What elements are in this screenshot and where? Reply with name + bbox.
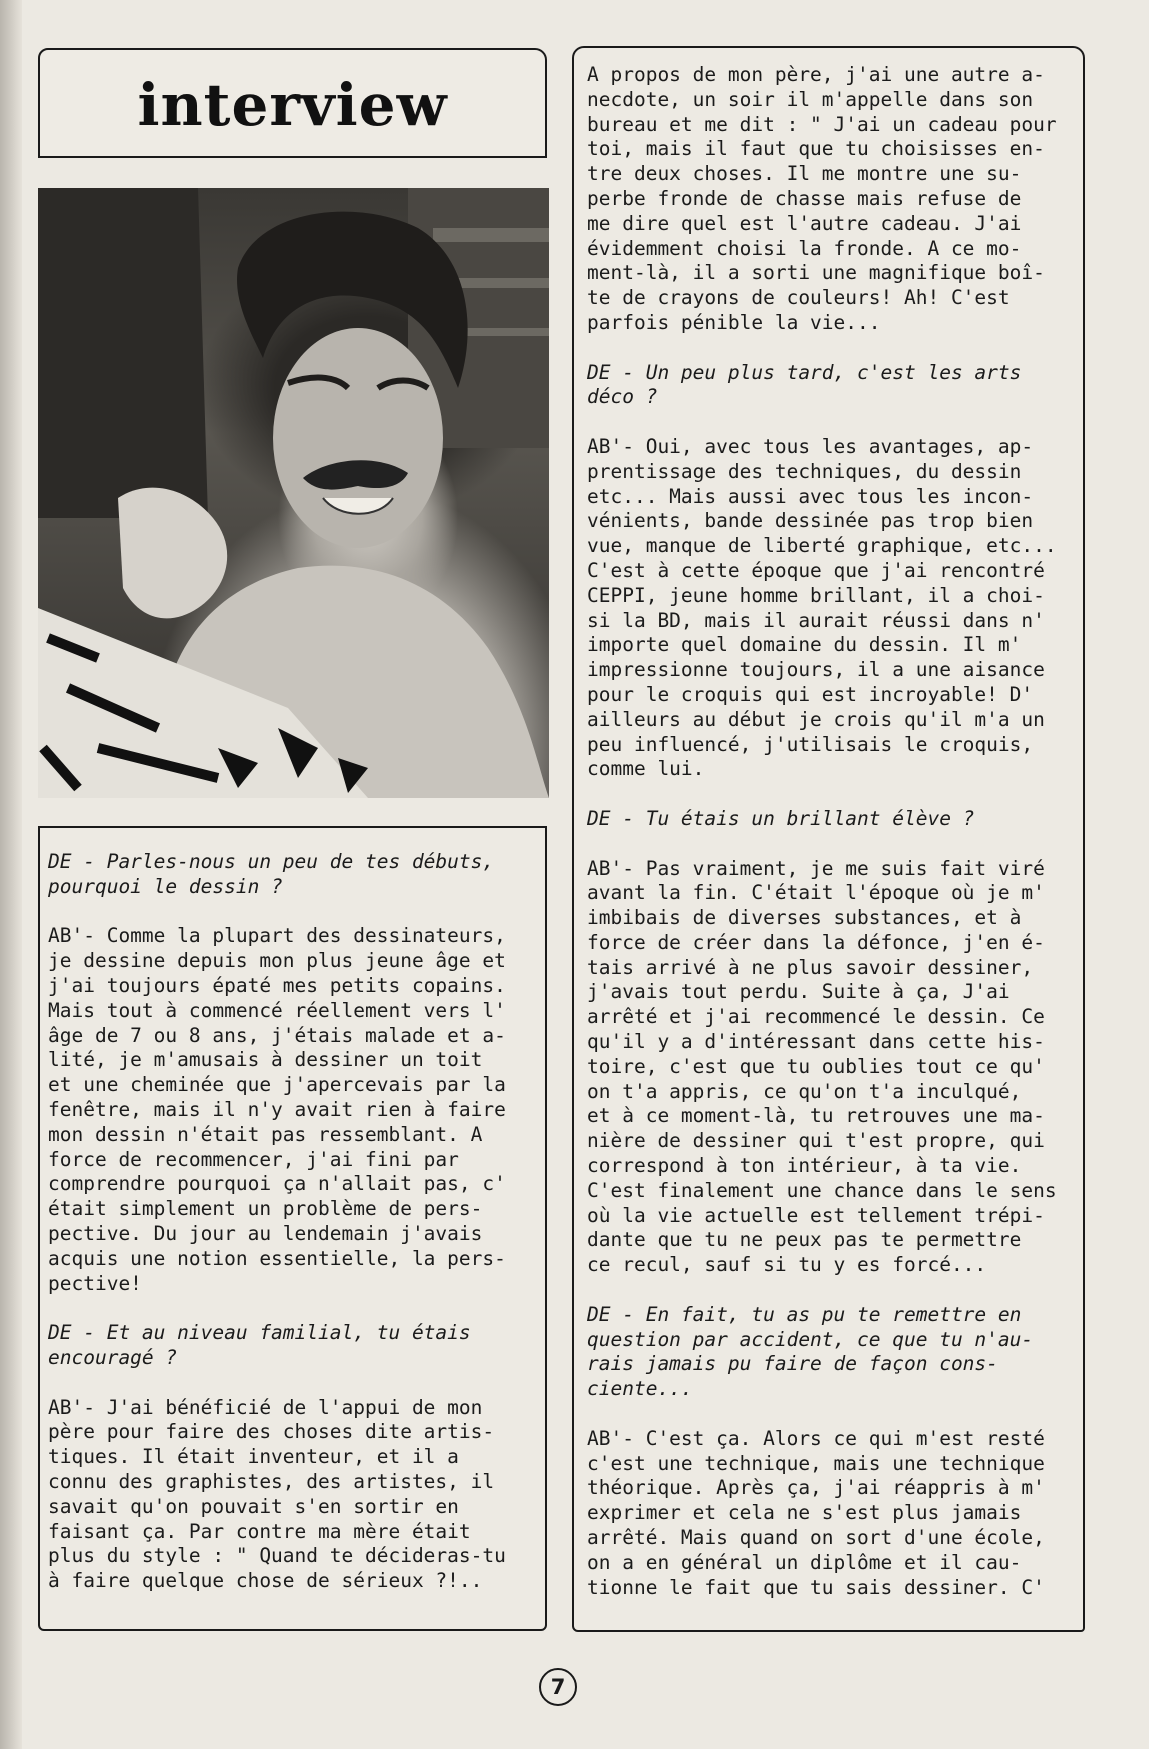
- text-line: connu des graphistes, des artistes, il: [48, 1469, 495, 1493]
- text-line: on a en général un diplôme et il cau-: [587, 1550, 1022, 1574]
- page-gutter-shadow: [0, 0, 22, 1749]
- text-line: c'est une technique, mais une technique: [587, 1451, 1045, 1475]
- text-line: importe quel domaine du dessin. Il m': [587, 633, 1022, 657]
- text-line: [587, 782, 1057, 807]
- text-line: parfois pénible la vie...: [587, 310, 881, 334]
- text-line: où la vie actuelle est tellement trépi-: [587, 1203, 1045, 1227]
- text-line: [587, 832, 1057, 857]
- text-line: A propos de mon père, j'ai une autre a-: [587, 63, 1045, 86]
- text-line: force de recommencer, j'ai fini par: [48, 1147, 459, 1171]
- text-line: âge de 7 ou 8 ans, j'étais malade et a-: [48, 1023, 506, 1047]
- text-line: plus du style : " Quand te décideras-tu: [48, 1544, 506, 1568]
- page-title: interview: [137, 71, 448, 139]
- text-line: théorique. Après ça, j'ai réappris à m': [587, 1476, 1045, 1500]
- right-column-text: [587, 63, 1057, 1600]
- question-line: DE - Un peu plus tard, c'est les arts: [587, 360, 1022, 384]
- question-line: déco ?: [587, 385, 658, 409]
- text-line: mon dessin n'était pas ressemblant. A: [48, 1122, 483, 1146]
- text-line: et une cheminée que j'apercevais par la: [48, 1073, 506, 1097]
- page-number: 7: [539, 1668, 577, 1706]
- text-line: te de crayons de couleurs! Ah! C'est: [587, 286, 1010, 310]
- text-line: [48, 1371, 506, 1396]
- text-line: me dire quel est l'autre cadeau. J'ai: [587, 211, 1022, 235]
- question-line: rais jamais pu faire de façon cons-: [587, 1352, 998, 1376]
- text-line: à faire quelque chose de sérieux ?!..: [48, 1569, 483, 1593]
- text-line: prentissage des techniques, du dessin: [587, 459, 1022, 483]
- text-line: force de créer dans la défonce, j'en é-: [587, 930, 1045, 954]
- text-line: pour le croquis qui est incroyable! D': [587, 682, 1034, 706]
- text-line: faisant ça. Par contre ma mère était: [48, 1519, 471, 1543]
- text-line: etc... Mais aussi avec tous les incon-: [587, 484, 1034, 508]
- text-line: si la BD, mais il aurait réussi dans n': [587, 608, 1045, 632]
- text-line: [587, 1402, 1057, 1427]
- text-line: dante que tu ne peux pas te permettre: [587, 1228, 1022, 1252]
- text-line: tiques. Il était inventeur, et il a: [48, 1445, 459, 1469]
- text-line: AB'- J'ai bénéficié de l'appui de mon: [48, 1395, 483, 1419]
- question-line: DE - En fait, tu as pu te remettre en: [587, 1302, 1022, 1326]
- text-line: et à ce moment-là, tu retrouves une ma-: [587, 1104, 1045, 1128]
- text-line: comme lui.: [587, 757, 705, 781]
- text-line: qu'il y a d'intéressant dans cette his-: [587, 1030, 1045, 1054]
- text-line: impressionne toujours, il a une aisance: [587, 658, 1045, 682]
- text-line: [587, 410, 1057, 435]
- text-line: [48, 1296, 506, 1321]
- question-line: ciente...: [587, 1377, 693, 1401]
- question-line: question par accident, ce que tu n'au-: [587, 1327, 1034, 1351]
- text-line: comprendre pourquoi ça n'allait pas, c': [48, 1172, 506, 1196]
- text-line: necdote, un soir il m'appelle dans son: [587, 87, 1034, 111]
- question-line: pourquoi le dessin ?: [48, 874, 283, 898]
- text-line: lité, je m'amusais à dessiner un toit: [48, 1048, 483, 1072]
- text-line: AB'- Oui, avec tous les avantages, ap-: [587, 434, 1034, 458]
- text-line: perbe fronde de chasse mais refuse de: [587, 186, 1022, 210]
- text-line: CEPPI, jeune homme brillant, il a choi-: [587, 583, 1045, 607]
- text-line: imbibais de diverses substances, et à: [587, 906, 1022, 930]
- text-line: tre deux choses. Il me montre une su-: [587, 162, 1022, 186]
- text-line: vénients, bande dessinée pas trop bien: [587, 509, 1034, 533]
- text-line: ce recul, sauf si tu y es forcé...: [587, 1253, 987, 1277]
- text-line: savait qu'on pouvait s'en sortir en: [48, 1494, 459, 1518]
- text-line: [587, 336, 1057, 361]
- text-line: peu influencé, j'utilisais le croquis,: [587, 732, 1034, 756]
- text-line: toi, mais il faut que tu choisisses en-: [587, 137, 1045, 161]
- text-line: AB'- C'est ça. Alors ce qui m'est resté: [587, 1426, 1045, 1450]
- portrait-illustration: [38, 188, 549, 798]
- text-line: on t'a appris, ce qu'on t'a inculqué,: [587, 1079, 1022, 1103]
- text-line: Mais tout à commencé réellement vers l': [48, 998, 506, 1022]
- text-line: avant la fin. C'était l'époque où je m': [587, 881, 1045, 905]
- text-line: exprimer et cela ne s'est plus jamais: [587, 1501, 1022, 1525]
- text-line: vue, manque de liberté graphique, etc...: [587, 534, 1057, 558]
- text-line: évidemment choisi la fronde. A ce mo-: [587, 236, 1022, 260]
- text-line: toire, c'est que tu oublies tout ce qu': [587, 1054, 1045, 1078]
- text-line: tais arrivé à ne plus savoir dessiner,: [587, 955, 1034, 979]
- text-line: AB'- Comme la plupart des dessinateurs,: [48, 924, 506, 948]
- text-line: C'est à cette époque que j'ai rencontré: [587, 558, 1045, 582]
- text-line: fenêtre, mais il n'y avait rien à faire: [48, 1097, 506, 1121]
- text-line: C'est finalement une chance dans le sens: [587, 1178, 1057, 1202]
- text-line: arrêté. Mais quand on sort d'une école,: [587, 1526, 1045, 1550]
- text-line: père pour faire des choses dite artis-: [48, 1420, 495, 1444]
- question-line: DE - Et au niveau familial, tu étais: [48, 1321, 471, 1345]
- question-line: DE - Parles-nous un peu de tes débuts,: [48, 850, 495, 873]
- title-box: [38, 48, 547, 158]
- left-column-text: [48, 850, 506, 1594]
- text-line: ailleurs au début je crois qu'il m'a un: [587, 707, 1045, 731]
- text-line: nière de dessiner qui t'est propre, qui: [587, 1129, 1045, 1153]
- text-line: pective. Du jour au lendemain j'avais: [48, 1221, 483, 1245]
- text-line: [48, 900, 506, 925]
- text-line: ment-là, il a sorti une magnifique boî-: [587, 261, 1045, 285]
- portrait-photo: [38, 188, 549, 798]
- question-line: DE - Tu étais un brillant élève ?: [587, 806, 975, 830]
- text-line: AB'- Pas vraiment, je me suis fait viré: [587, 856, 1045, 880]
- text-line: [587, 1278, 1057, 1303]
- text-line: était simplement un problème de pers-: [48, 1197, 483, 1221]
- text-line: je dessine depuis mon plus jeune âge et: [48, 949, 506, 973]
- text-line: j'avais tout perdu. Suite à ça, J'ai: [587, 980, 1010, 1004]
- text-line: tionne le fait que tu sais dessiner. C': [587, 1575, 1045, 1599]
- text-line: bureau et me dit : " J'ai un cadeau pour: [587, 112, 1057, 136]
- text-line: j'ai toujours épaté mes petits copains.: [48, 973, 506, 997]
- text-line: pective!: [48, 1271, 142, 1295]
- question-line: encouragé ?: [48, 1345, 178, 1369]
- text-line: acquis une notion essentielle, la pers-: [48, 1246, 506, 1270]
- text-line: arrêté et j'ai recommencé le dessin. Ce: [587, 1005, 1045, 1029]
- text-line: correspond à ton intérieur, à ta vie.: [587, 1154, 1022, 1178]
